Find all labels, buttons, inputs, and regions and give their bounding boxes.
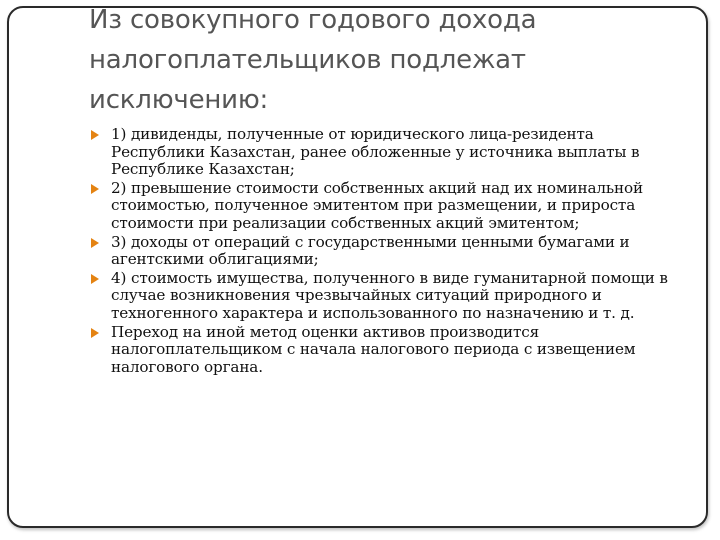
triangle-bullet-icon xyxy=(91,130,99,140)
triangle-bullet-icon xyxy=(91,184,99,194)
triangle-bullet-icon xyxy=(91,328,99,338)
triangle-bullet-icon xyxy=(91,238,99,248)
title-line: налогоплательщиков подлежат xyxy=(89,45,526,75)
bullet-text: Переход на иной метод оценки активов производится налогоплательщиком с начала налогового периода с извещением налогового органа. xyxy=(111,322,636,376)
title-line: исключению: xyxy=(89,85,269,115)
bullet-item-share-premium xyxy=(91,180,681,233)
bullet-text: 3) доходы от операций с государственными ценными бумагами и агентскими облигациями; xyxy=(111,232,630,269)
slide-title xyxy=(89,0,649,120)
slide-frame xyxy=(7,6,708,528)
title-line: Из совокупного годового дохода xyxy=(89,5,537,35)
bullet-text: 1) дивиденды, полученные от юридического лица-резидента Республики Казахстан, ранее обложенные у источника выплаты в Республике Казахстан; xyxy=(111,125,640,179)
bullet-text: 2) превышение стоимости собственных акций над их номинальной стоимостью, полученное эмитентом при размещении, и прироста стоимости при реализации собственных акций эмитентом; xyxy=(111,178,643,232)
bullet-list xyxy=(91,126,681,376)
bullet-text: 4) стоимость имущества, полученного в виде гуманитарной помощи в случае возникновения чрезвычайных ситуаций природного и техногенного характера и использованного по назначению и т. д. xyxy=(111,268,668,322)
bullet-item-securities-income xyxy=(91,234,681,269)
triangle-bullet-icon xyxy=(91,274,99,284)
bullet-item-dividends xyxy=(91,126,681,179)
bullet-item-valuation-method xyxy=(91,324,681,377)
bullet-item-humanitarian-aid xyxy=(91,270,681,323)
